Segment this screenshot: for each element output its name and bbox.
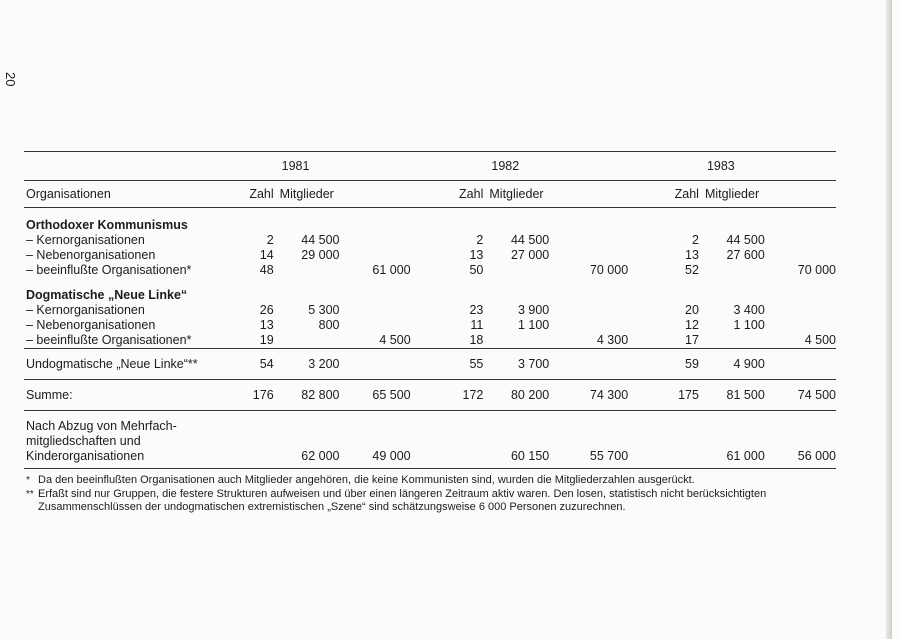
blank-cell (483, 218, 549, 233)
table-row (24, 318, 836, 333)
blank-cell (340, 208, 411, 219)
blank-cell (24, 208, 230, 219)
zahl-cell: 55 (411, 349, 484, 380)
blank-cell (24, 152, 230, 181)
group-title: Dogmatische „Neue Linke“ (26, 288, 188, 302)
blank-cell (230, 278, 274, 288)
mitglieder-cell: 60 150 (483, 411, 549, 469)
total-cell: 61 000 (372, 263, 411, 277)
zahl-cell: 176 (230, 380, 274, 411)
mitglieder-cell (699, 333, 765, 349)
total-cell: 56 000 (765, 411, 836, 469)
total-cell (340, 248, 411, 263)
blank-cell (549, 208, 628, 219)
zahl-cell: 59 (628, 349, 699, 380)
table-row (24, 333, 836, 349)
total-cell (340, 303, 411, 318)
blank-cell (340, 152, 411, 181)
blank-cell (549, 288, 628, 303)
table-row (24, 303, 836, 318)
footnote-mark: ** (26, 488, 34, 500)
spacer-row (24, 278, 836, 288)
net-label (24, 411, 230, 469)
mitglieder-cell: 800 (318, 318, 340, 332)
zahl-header: Zahl (230, 181, 274, 208)
mitglieder-cell: 81 500 (699, 380, 765, 411)
zahl-cell: 172 (411, 380, 484, 411)
mitglieder-cell: 27 000 (510, 248, 550, 262)
blank-cell (628, 288, 699, 303)
blank-cell (628, 278, 699, 288)
zahl-cell: 20 (685, 303, 699, 317)
blank-cell (340, 181, 411, 208)
blank-cell (411, 152, 484, 181)
blank-cell (765, 152, 836, 181)
mitglieder-cell: 3 400 (733, 303, 765, 317)
blank-cell (549, 218, 628, 233)
net-row (24, 411, 836, 469)
zahl-cell: 175 (628, 380, 699, 411)
total-cell: 65 500 (340, 380, 411, 411)
footnote (26, 488, 846, 515)
mitglieder-header: Mitglieder (483, 181, 549, 208)
group-title-row (24, 218, 836, 233)
mitglieder-cell: 44 500 (726, 233, 765, 247)
table-row (24, 233, 836, 248)
blank-cell (340, 288, 411, 303)
total-cell: 4 300 (596, 333, 629, 347)
mitglieder-cell: 29 000 (301, 248, 340, 262)
blank-cell (411, 218, 484, 233)
mitglieder-cell: 61 000 (699, 411, 765, 469)
total-cell (765, 233, 836, 248)
blank-cell (483, 278, 549, 288)
blank-cell (765, 218, 836, 233)
mitglieder-cell (699, 263, 765, 278)
blank-cell (549, 181, 628, 208)
blank-cell (483, 208, 549, 219)
mitglieder-cell: 3 700 (483, 349, 549, 380)
net-label-line: mitgliedschaften und (26, 434, 141, 448)
year-label: 1983 (706, 159, 735, 173)
total-cell (765, 349, 836, 380)
blank-cell (230, 218, 274, 233)
total-cell (765, 318, 836, 333)
mitglieder-cell: 62 000 (274, 411, 340, 469)
zahl-cell: 13 (259, 318, 274, 332)
total-cell: 4 500 (804, 333, 836, 347)
total-cell: 4 500 (379, 333, 411, 347)
mitglieder-cell (483, 263, 549, 278)
mitglieder-cell: 3 200 (274, 349, 340, 380)
year-header-row (24, 152, 836, 181)
undogmatic-row (24, 349, 836, 380)
zahl-cell: 14 (259, 248, 274, 262)
zahl-cell: 12 (685, 318, 699, 332)
footnote-text: Da den beeinflußten Organisationen auch Mitglieder angehören, die keine Kommunisten sind, wurden die Mitgliederzahlen ausgerückt. (38, 474, 695, 486)
zahl-cell (411, 411, 484, 469)
total-cell: 55 700 (549, 411, 628, 469)
net-label-line: Kinderorganisationen (26, 449, 145, 463)
year-label: 1981 (281, 159, 310, 173)
total-cell: 70 000 (797, 263, 836, 277)
blank-cell (549, 278, 628, 288)
mitglieder-cell: 1 100 (733, 318, 765, 332)
total-cell (549, 349, 628, 380)
mitglieder-cell: 44 500 (301, 233, 340, 247)
zahl-cell: 2 (266, 233, 274, 247)
row-label: Undogmatische „Neue Linke“** (24, 349, 230, 380)
blank-cell (230, 208, 274, 219)
total-cell: 70 000 (589, 263, 629, 277)
blank-cell (411, 278, 484, 288)
blank-cell (628, 208, 699, 219)
blank-cell (230, 152, 274, 181)
zahl-cell: 13 (469, 248, 484, 262)
page-edge (886, 0, 892, 639)
blank-cell (411, 208, 484, 219)
mitglieder-cell (483, 333, 549, 349)
group-title-row (24, 288, 836, 303)
mitglieder-cell: 1 100 (517, 318, 550, 332)
blank-cell (24, 278, 230, 288)
zahl-cell: 52 (685, 263, 699, 277)
blank-cell (340, 218, 411, 233)
spacer-row (24, 208, 836, 219)
mitglieder-header: Mitglieder (274, 181, 340, 208)
blank-cell (765, 288, 836, 303)
footnote-text: Erfaßt sind nur Gruppen, die festere Strukturen aufweisen und über einen längeren Zeitraum aktiv waren. Den losen, statistisch nicht berücksichtigten Zusammenschlüssen der undogmatischen extremistischen „Szene“ sind schätzungsweise 6 000 Personen zuzurechnen. (38, 487, 767, 513)
blank-cell (340, 278, 411, 288)
total-cell (765, 248, 836, 263)
zahl-header: Zahl (411, 181, 484, 208)
row-label: – Nebenorganisationen (26, 248, 156, 262)
table-row (24, 263, 836, 278)
summe-label: Summe: (24, 380, 230, 411)
mitglieder-cell: 3 900 (517, 303, 550, 317)
blank-cell (765, 208, 836, 219)
mitglieder-cell (274, 333, 340, 349)
zahl-cell: 50 (469, 263, 484, 277)
blank-cell (699, 218, 765, 233)
table-row (24, 248, 836, 263)
zahl-header: Zahl (628, 181, 699, 208)
blank-cell (274, 218, 340, 233)
row-label: – beeinflußte Organisationen* (26, 263, 192, 277)
blank-cell (274, 288, 340, 303)
footnote-mark: * (26, 475, 30, 486)
blank-cell (274, 208, 340, 219)
blank-cell (765, 278, 836, 288)
zahl-cell: 2 (476, 233, 484, 247)
mitglieder-cell: 27 600 (726, 248, 765, 262)
total-cell (549, 248, 628, 263)
total-cell (549, 318, 628, 333)
zahl-cell: 23 (469, 303, 484, 317)
mitglieder-cell: 80 200 (483, 380, 549, 411)
row-label: – Kernorganisationen (26, 303, 145, 317)
row-label: – Kernorganisationen (26, 233, 145, 247)
organisations-header: Organisationen (24, 181, 230, 208)
zahl-cell: 48 (259, 263, 274, 277)
blank-cell (549, 152, 628, 181)
total-cell: 74 500 (765, 380, 836, 411)
total-cell (765, 303, 836, 318)
year-label: 1982 (491, 159, 520, 173)
zahl-cell: 19 (259, 333, 274, 347)
total-cell (340, 349, 411, 380)
zahl-cell (230, 411, 274, 469)
summe-row (24, 380, 836, 411)
blank-cell (765, 181, 836, 208)
zahl-cell: 13 (685, 248, 699, 262)
zahl-cell (628, 411, 699, 469)
membership-table (24, 151, 836, 469)
page-number: 20 (3, 72, 18, 87)
blank-cell (274, 278, 340, 288)
zahl-cell: 11 (470, 318, 484, 332)
column-header-row (24, 181, 836, 208)
group-title: Orthodoxer Kommunismus (26, 218, 188, 232)
footnote (26, 474, 846, 488)
blank-cell (699, 288, 765, 303)
mitglieder-header: Mitglieder (699, 181, 765, 208)
total-cell: 49 000 (340, 411, 411, 469)
blank-cell (628, 218, 699, 233)
net-label-line: Nach Abzug von Mehrfach- (26, 419, 177, 433)
total-cell (340, 318, 411, 333)
mitglieder-cell: 82 800 (274, 380, 340, 411)
total-cell (549, 233, 628, 248)
total-cell (549, 303, 628, 318)
blank-cell (628, 152, 699, 181)
blank-cell (230, 288, 274, 303)
total-cell: 74 300 (549, 380, 628, 411)
mitglieder-cell (274, 263, 340, 278)
blank-cell (699, 208, 765, 219)
zahl-cell: 17 (685, 333, 699, 347)
blank-cell (483, 288, 549, 303)
zahl-cell: 54 (230, 349, 274, 380)
total-cell (340, 233, 411, 248)
mitglieder-cell: 5 300 (308, 303, 340, 317)
mitglieder-cell: 4 900 (699, 349, 765, 380)
blank-cell (411, 288, 484, 303)
zahl-cell: 26 (259, 303, 274, 317)
blank-cell (699, 278, 765, 288)
row-label: – Nebenorganisationen (26, 318, 156, 332)
zahl-cell: 2 (691, 233, 699, 247)
footnotes (26, 474, 846, 515)
zahl-cell: 18 (469, 333, 484, 347)
mitglieder-cell: 44 500 (510, 233, 550, 247)
row-label: – beeinflußte Organisationen* (26, 333, 192, 347)
